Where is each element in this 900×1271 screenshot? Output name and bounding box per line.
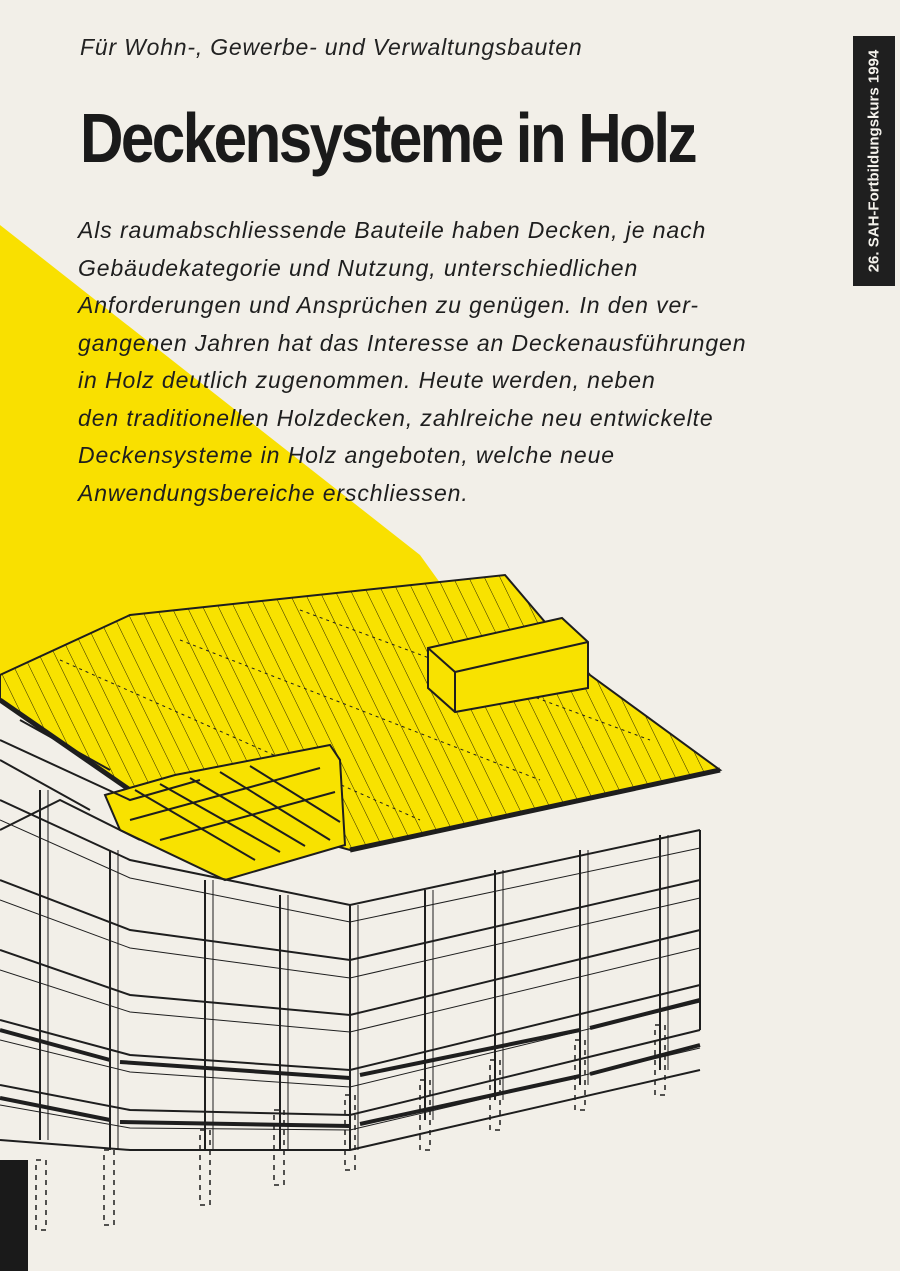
intro-line: Anwendungsbereiche erschliessen. [78, 479, 469, 506]
intro-line: Deckensysteme in Holz angeboten, welche neue [78, 442, 615, 468]
intro-line: in Holz deutlich zugenommen. Heute werden, neben [78, 367, 656, 393]
course-side-tab [853, 36, 895, 286]
intro-line: Anforderungen und Ansprüchen zu genügen. In den ver- [78, 292, 699, 318]
intro-line: gangenen Jahren hat das Interesse an Deckenausführungen [78, 329, 747, 356]
intro-line: Als raumabschliessende Bauteile haben Decken, je nach [78, 217, 707, 243]
cover-title: Deckensysteme in Holz [80, 99, 695, 177]
cover-subtitle: Für Wohn-, Gewerbe- und Verwaltungsbauten [80, 34, 583, 60]
intro-paragraph [78, 212, 838, 512]
spine-edge [0, 1160, 28, 1271]
intro-line: Gebäudekategorie und Nutzung, unterschiedlichen [78, 254, 639, 281]
intro-line: den traditionellen Holzdecken, zahlreiche neu entwickelte [78, 404, 714, 431]
course-label: 26. SAH-Fortbildungskurs 1994 [865, 49, 883, 273]
